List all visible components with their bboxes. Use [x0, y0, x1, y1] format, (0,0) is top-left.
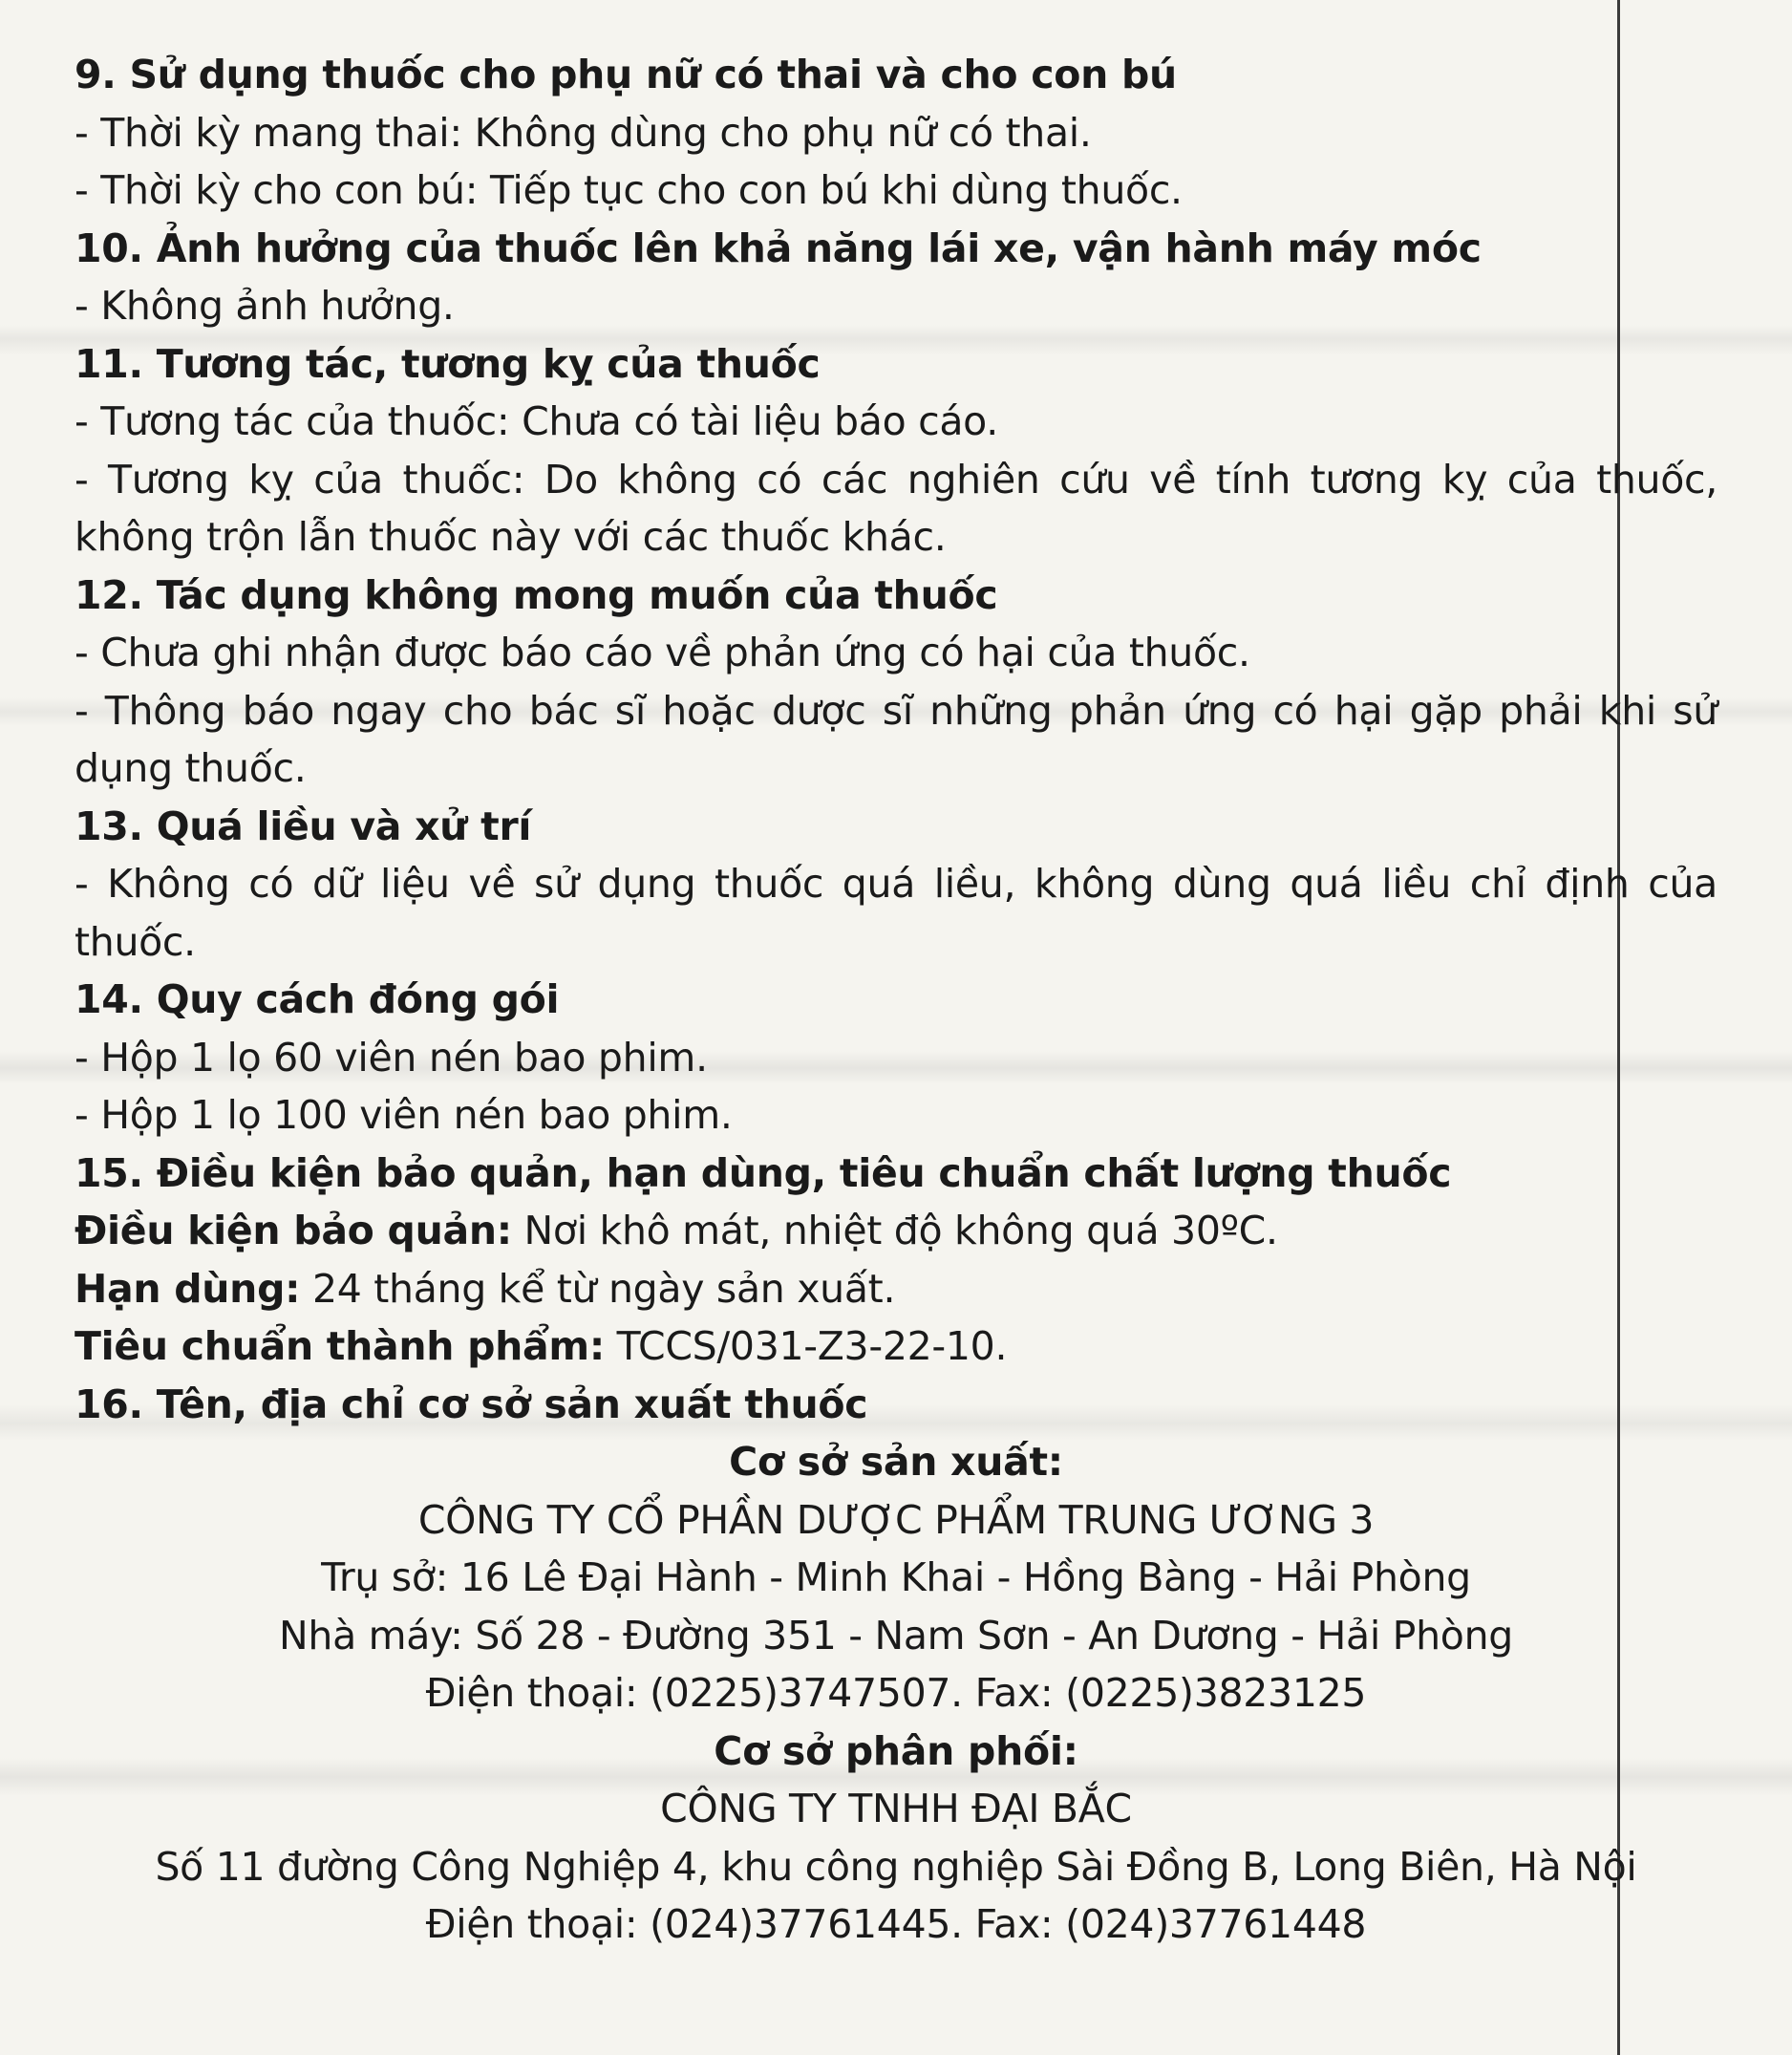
- section-11-line-1: - Tương tác của thuốc: Chưa có tài liệu báo cáo.: [75, 398, 998, 444]
- standard-value: TCCS/031-Z3-22-10.: [604, 1323, 1008, 1369]
- section-13-heading: 13. Quá liều và xử trí: [75, 803, 532, 849]
- standard-label: Tiêu chuẩn thành phẩm:: [75, 1323, 605, 1369]
- storage-value: Nơi khô mát, nhiệt độ không quá 30ºC.: [511, 1208, 1278, 1253]
- section-9-line-1: - Thời kỳ mang thai: Không dùng cho phụ nữ có thai.: [75, 109, 1092, 156]
- distributor-title: Cơ sở phân phối:: [714, 1727, 1078, 1774]
- manufacturer-title: Cơ sở sản xuất:: [729, 1439, 1063, 1485]
- manufacturer-name: CÔNG TY CỔ PHẦN DƯỢC PHẨM TRUNG ƯƠNG 3: [417, 1496, 1375, 1543]
- storage-label: Điều kiện bảo quản:: [75, 1208, 512, 1253]
- section-11-line-2: - Tương kỵ của thuốc: Do không có các nghiên cứu về tính tương kỵ của thuốc,: [75, 456, 1717, 503]
- section-11-line-3: không trộn lẫn thuốc này với các thuốc khác.: [75, 514, 947, 560]
- distributor-name: CÔNG TY TNHH ĐẠI BẮC: [660, 1786, 1132, 1831]
- distributor-phone: Điện thoại: (024)37761445. Fax: (024)37761448: [425, 1901, 1367, 1947]
- section-12-line-2: - Thông báo ngay cho bác sĩ hoặc dược sĩ những phản ứng có hại gặp phải khi sử: [75, 687, 1717, 734]
- section-14-heading: 14. Quy cách đóng gói: [75, 976, 560, 1022]
- manufacturer-factory: Nhà máy: Số 28 - Đường 351 - Nam Sơn - An Dương - Hải Phòng: [279, 1612, 1513, 1659]
- section-9-line-2: - Thời kỳ cho con bú: Tiếp tục cho con bú khi dùng thuốc.: [75, 167, 1183, 213]
- expiry-label: Hạn dùng:: [75, 1265, 301, 1312]
- manufacturer-phone: Điện thoại: (0225)3747507. Fax: (0225)3823125: [425, 1670, 1367, 1716]
- section-12-line-3: dụng thuốc.: [75, 745, 307, 791]
- section-10-line-1: - Không ảnh hưởng.: [75, 283, 455, 329]
- leaflet-content: [75, 46, 1717, 1954]
- expiry-value: 24 tháng kể từ ngày sản xuất.: [300, 1265, 896, 1312]
- section-13-line-2: thuốc.: [75, 918, 196, 965]
- section-16-heading: 16. Tên, địa chỉ cơ sở sản xuất thuốc: [75, 1381, 868, 1427]
- section-12-line-1: - Chưa ghi nhận được báo cáo về phản ứng có hại của thuốc.: [75, 630, 1250, 675]
- section-15-heading: 15. Điều kiện bảo quản, hạn dùng, tiêu chuẩn chất lượng thuốc: [75, 1149, 1452, 1196]
- distributor-address: Số 11 đường Công Nghiệp 4, khu công nghiệp Sài Đồng B, Long Biên, Hà Nội: [155, 1843, 1637, 1890]
- section-9-heading: 9. Sử dụng thuốc cho phụ nữ có thai và cho con bú: [75, 52, 1177, 97]
- section-11-heading: 11. Tương tác, tương kỵ của thuốc: [75, 340, 821, 387]
- section-12-heading: 12. Tác dụng không mong muốn của thuốc: [75, 571, 998, 618]
- manufacturer-head-office: Trụ sở: 16 Lê Đại Hành - Minh Khai - Hồng Bàng - Hải Phòng: [321, 1554, 1471, 1600]
- expiry: [75, 1260, 1717, 1318]
- section-14-line-2: - Hộp 1 lọ 100 viên nén bao phim.: [75, 1092, 733, 1138]
- quality-standard: [75, 1317, 1717, 1376]
- section-14-line-1: - Hộp 1 lọ 60 viên nén bao phim.: [75, 1034, 708, 1081]
- section-13-line-1: - Không có dữ liệu về sử dụng thuốc quá liều, không dùng quá liều chỉ định của: [75, 861, 1717, 907]
- section-10-heading: 10. Ảnh hưởng của thuốc lên khả năng lái xe, vận hành máy móc: [75, 225, 1482, 271]
- storage-conditions: [75, 1202, 1717, 1260]
